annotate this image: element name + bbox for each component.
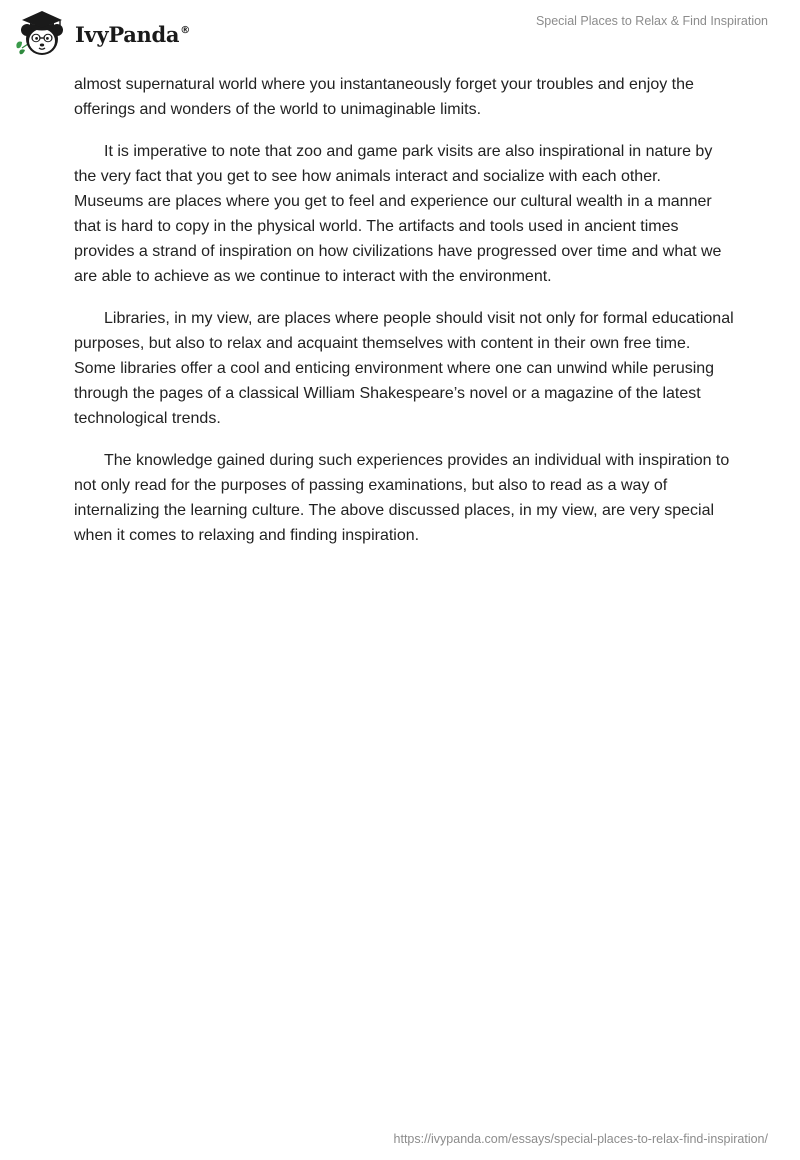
source-url[interactable]: https://ivypanda.com/essays/special-places-to-relax-find-inspiration/ <box>393 1132 768 1146</box>
paragraph-continuation: almost supernatural world where you instantaneously forget your troubles and enjoy the offerings and wonders of the world to unimaginable limits. <box>74 76 694 118</box>
paragraph: Libraries, in my view, are places where people should visit not only for formal educational purposes, but also to relax and acquaint themselves with content in their own free time. Some libraries offer a cool and enticing environment where one can unwind while perusing through the pages of a classical William Shakespeare’s novel or a magazine of the latest technological trends. <box>74 310 734 427</box>
essay-body <box>74 72 734 565</box>
ivypanda-logo[interactable] <box>14 8 190 58</box>
registered-mark: ® <box>180 24 190 36</box>
document-title: Special Places to Relax & Find Inspiration <box>535 14 768 28</box>
paragraph: The knowledge gained during such experiences provides an individual with inspiration to not only read for the purposes of passing examinations, but also to read as a way of internalizing the learning culture. The above discussed places, in my view, are very special when it comes to relaxing and finding inspiration. <box>74 452 730 544</box>
paragraph: It is imperative to note that zoo and game park visits are also inspirational in nature by the very fact that you get to see how animals interact and socialize with each other. Museums are places where you get to feel and experience our cultural wealth in a manner that is hard to copy in the physical world. The artifacts and tools used in ancient times provides a strand of inspiration on how civilizations have progressed over time and what we are able to achieve as we continue to interact with the environment. <box>74 143 722 285</box>
panda-graduate-icon <box>14 8 70 58</box>
page-header <box>0 0 800 66</box>
brand-name: IvyPanda® <box>75 21 190 47</box>
